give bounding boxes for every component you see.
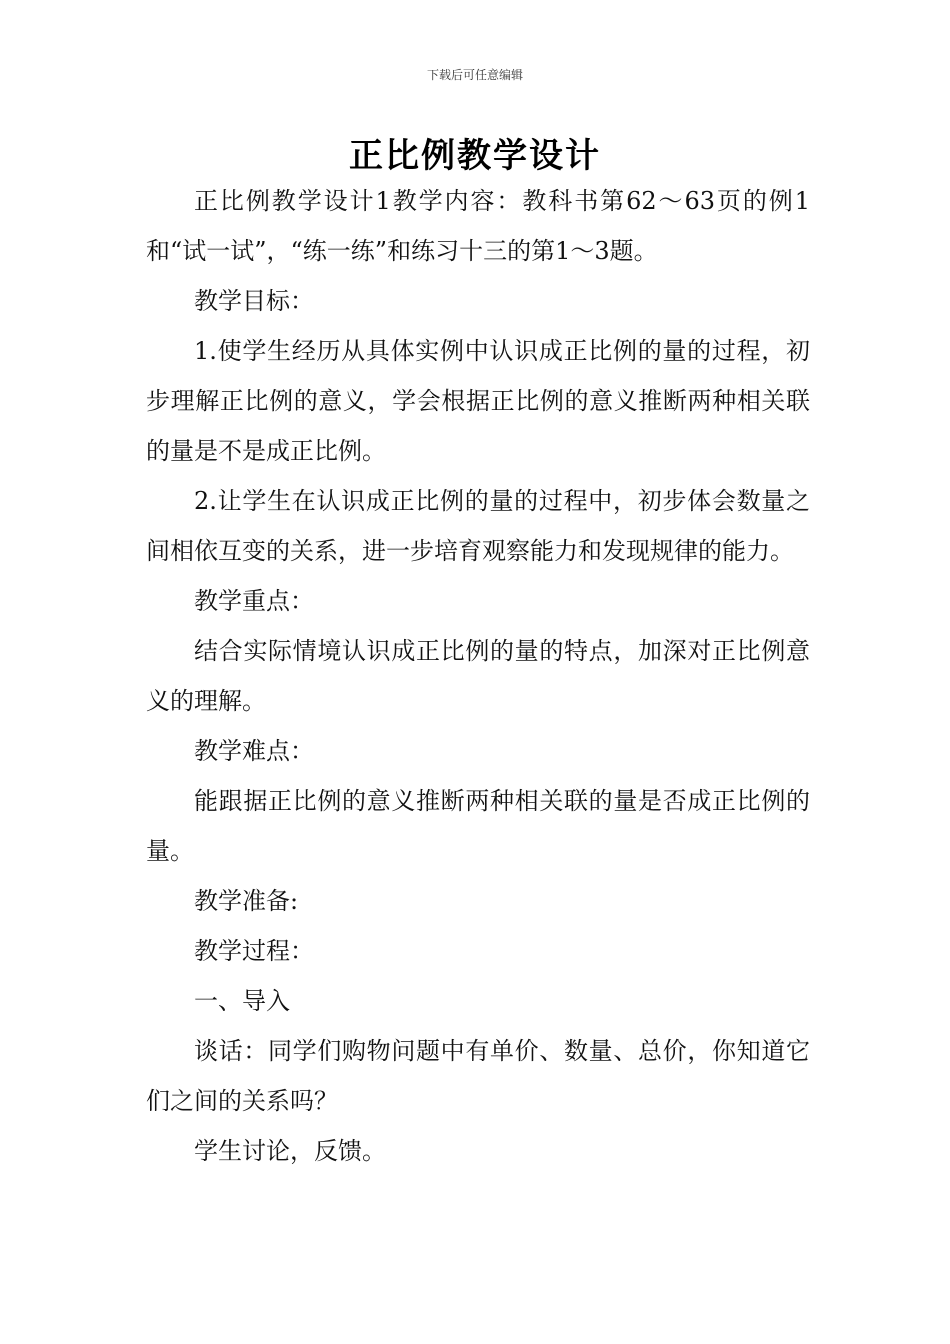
- heading-preparation: 教学准备:: [194, 887, 299, 915]
- paragraph-difficulties: 能跟据正比例的意义推断两种相关联的量是否成正比例的量。: [146, 787, 810, 865]
- document-title: 正比例教学设计: [349, 136, 601, 176]
- heading-process: 教学过程：: [194, 937, 314, 965]
- heading-introduction: 一、导入: [194, 987, 290, 1015]
- header-note: 下载后可任意编辑: [426, 68, 523, 82]
- heading-teaching-goals: 教学目标：: [194, 287, 314, 315]
- paragraph-teaching-content: 正比例教学设计1教学内容：教科书第62～63页的例1和“试一试”，“练一练”和练习十三的第1～3题。: [146, 187, 810, 265]
- document-body: [146, 176, 810, 1176]
- heading-difficulties: 教学难点：: [194, 737, 314, 765]
- paragraph-goal-1: 1.使学生经历从具体实例中认识成正比例的量的过程，初步理解正比例的意义，学会根据正比例的意义推断两种相关联的量是不是成正比例。: [146, 337, 810, 465]
- paragraph-dialogue: 谈话：同学们购物问题中有单价、数量、总价，你知道它们之间的关系吗？: [146, 1037, 810, 1115]
- heading-key-points: 教学重点：: [194, 587, 314, 615]
- paragraph-discussion: 学生讨论，反馈。: [194, 1137, 386, 1165]
- paragraph-key-points: 结合实际情境认识成正比例的量的特点，加深对正比例意义的理解。: [146, 637, 810, 715]
- paragraph-goal-2: 2.让学生在认识成正比例的量的过程中，初步体会数量之间相依互变的关系，进一步培育观察能力和发现规律的能力。: [146, 487, 810, 565]
